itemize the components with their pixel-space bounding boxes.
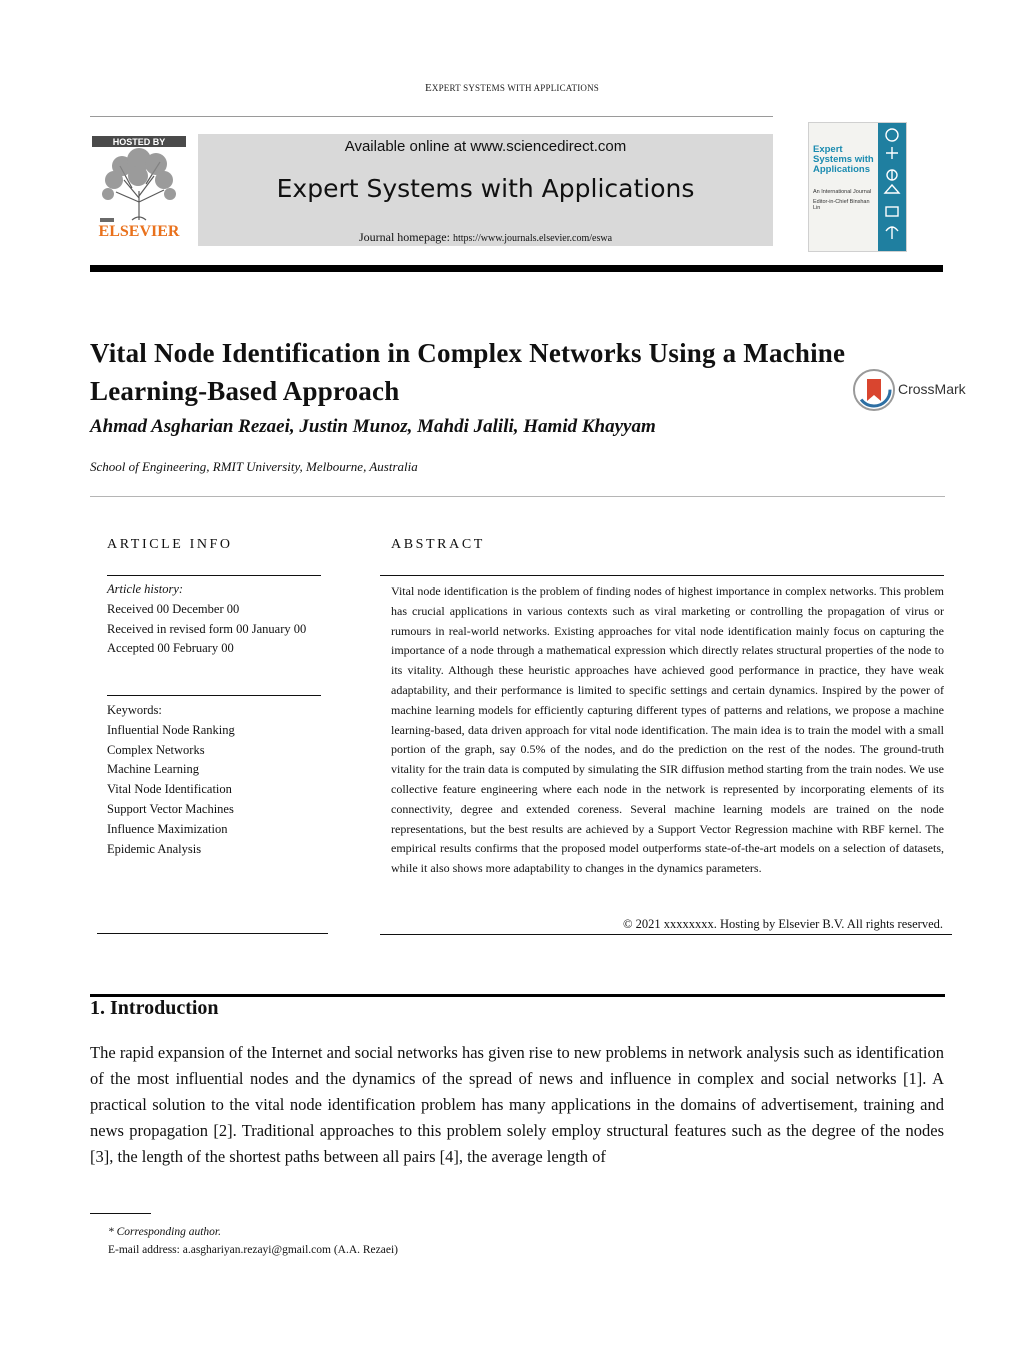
- abstract-rule-bottom: [380, 934, 952, 935]
- article-info-rule-mid: [107, 695, 321, 696]
- revised-date: Received in revised form 00 January 00: [107, 621, 307, 636]
- keywords-block: [107, 701, 322, 859]
- article-history: [107, 580, 322, 659]
- article-info-rule-bottom: [97, 933, 328, 934]
- history-label: Article history:: [107, 582, 184, 596]
- hosted-by-label: HOSTED BY: [112, 137, 166, 147]
- cover-title: Expert Systems with Applications: [813, 144, 874, 175]
- title-divider: [90, 496, 945, 497]
- email-label: E-mail address:: [108, 1244, 180, 1256]
- keyword-item: Machine Learning: [107, 762, 199, 777]
- journal-cover-image: [808, 122, 907, 252]
- accepted-date: Accepted 00 February 00: [107, 641, 234, 656]
- affiliation: School of Engineering, RMIT University, Melbourne, Australia: [90, 459, 418, 474]
- cover-icon-strip: [878, 123, 906, 251]
- elsevier-logo: [92, 136, 186, 240]
- journal-name: Expert Systems with Applications: [276, 174, 695, 203]
- crossmark-label: CrossMark: [898, 381, 966, 397]
- received-date: Received 00 December 00: [107, 601, 240, 616]
- email-address[interactable]: a.asghariyan.rezayi@gmail.com (A.A. Rezaei): [182, 1244, 398, 1256]
- footnote-rule: [90, 1213, 151, 1214]
- homepage-label: Journal homepage:: [358, 230, 450, 244]
- author-list: Ahmad Asgharian Rezaei, Justin Munoz, Mahdi Jalili, Hamid Khayyam: [90, 416, 656, 437]
- introduction-body: The rapid expansion of the Internet and social networks has given rise to new problems in network analysis such as identification of the most influential nodes and the dynamics of the spread of news and influence in complex and social networks [1]. A practical solution to the vital node identification problem has many applications in the domains of advertisement, training and news propagation [2]. Traditional approaches to this problem solely employ structural features such as the degree of the nodes [3], the length of the shortest paths between all pairs [4], the average length of: [90, 1043, 944, 1166]
- keyword-item: Epidemic Analysis: [107, 841, 202, 856]
- abstract-heading: ABSTRACT: [391, 537, 485, 552]
- elsevier-wordmark: ELSEVIER: [98, 223, 180, 240]
- header-divider: [90, 116, 773, 117]
- email-note: [108, 1244, 608, 1256]
- corresponding-author-note: * Corresponding author.: [108, 1226, 221, 1238]
- cover-editor: Editor-in-Chief Binshan Lin: [813, 198, 870, 211]
- running-header-initial: E: [424, 82, 432, 94]
- crossmark-badge[interactable]: [852, 368, 972, 412]
- running-header-rest: XPERT SYSTEMS WITH APPLICATIONS: [431, 83, 600, 93]
- cover-subtitle-line: An International Journal: [813, 189, 872, 195]
- keyword-item: Influence Maximization: [107, 821, 228, 836]
- keyword-item: Vital Node Identification: [107, 782, 232, 797]
- article-info-heading: ARTICLE INFO: [107, 537, 233, 552]
- cover-subtitle: [813, 189, 875, 212]
- abstract-body: Vital node identification is the problem of finding nodes of highest importance in complex networks. This problem has crucial applications in various contexts such as viral marketing or controlling the propagation of virus or rumours in real-world networks. Existing approaches for vital node identification mainly focus on capturing the importance of a node through a mathematical expression which directly relates structural properties of the node to its vitality. Although these heuristic approaches have achieved good performance in practice, they have weak adaptability, and their performance is limited to specific settings and certain dynamics. Inspired by the power of machine learning models for efficiently capturing different types of patterns and relations, we propose a machine learning-based, data driven approach for vital node identification. The main idea is to train the model with a small portion of the graph, say 0.5% of the nodes, and do the prediction on the rest of the nodes. The ground-truth vitality for the train data is computed by simulating the SIR diffusion method starting from the train nodes. We use collective feature engineering where each node in the network is represented by incorporating elements of its connectivity, degree and extended coreness. Several machine learning models are trained on the node representations, but the best results are achieved by a Support Vector Regression machine with RBF kernel. The empirical results confirms that the proposed model outperforms state-of-the-art models on a selection of datasets, while it also shows more adaptability to changes in the dynamics parameters.: [391, 584, 944, 876]
- copyright-notice: © 2021 xxxxxxxx. Hosting by Elsevier B.V. All rights reserved.: [622, 917, 943, 931]
- crossmark-icon: [852, 368, 896, 412]
- journal-homepage: [198, 230, 773, 245]
- homepage-link[interactable]: https://www.journals.elsevier.com/eswa: [452, 233, 613, 244]
- available-online-text: Available online at www.sciencedirect.com: [344, 138, 627, 155]
- abstract-rule-top: [380, 575, 944, 576]
- keyword-item: Support Vector Machines: [107, 801, 234, 816]
- keyword-item: Complex Networks: [107, 742, 205, 757]
- introduction-heading: 1. Introduction: [90, 997, 219, 1019]
- article-info-rule-top: [107, 575, 321, 576]
- running-header: [0, 82, 1024, 94]
- paper-title: Vital Node Identification in Complex Networks Using a Machine Learning-Based Approach: [90, 338, 846, 406]
- keywords-label: Keywords:: [107, 703, 162, 717]
- keyword-item: Influential Node Ranking: [107, 722, 235, 737]
- banner-bottom-rule: [90, 265, 943, 272]
